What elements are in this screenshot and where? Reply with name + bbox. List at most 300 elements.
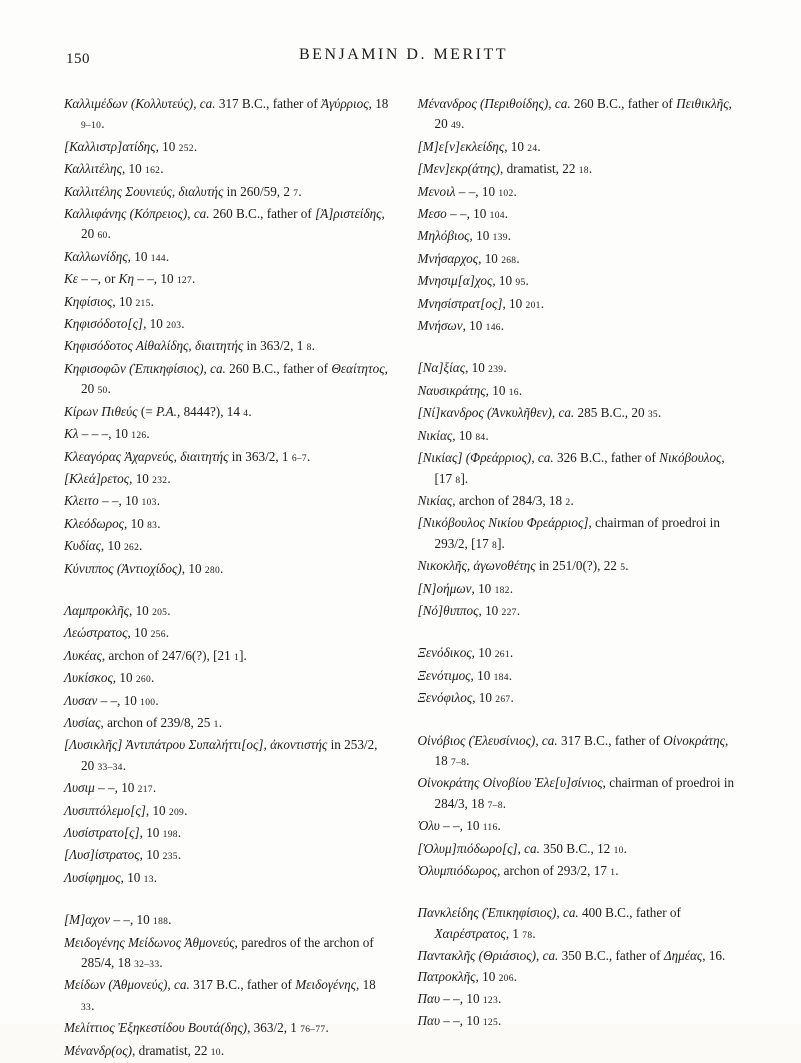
index-entry [418, 816, 744, 838]
greek-text: Κλειτο – – [64, 493, 119, 509]
text-run: 260 B.C., father of [209, 206, 316, 222]
greek-text: Θεαίτητος [331, 360, 385, 376]
greek-text: [Καλλιστρ]ατίδης [64, 138, 156, 154]
greek-text: [Νί]κανδρος (Ἀνκυλῆθεν) [417, 405, 552, 421]
greek-text: Καλλιφάνης (Κόπρειος) [64, 206, 188, 222]
index-entry [64, 137, 390, 159]
index-entry [64, 314, 390, 336]
line-reference: 146 [485, 323, 501, 334]
line-reference: 182 [494, 585, 510, 596]
greek-text: [Μ]ε[ν]εκλείδης [417, 138, 505, 154]
line-reference: 227 [501, 607, 517, 618]
line-reference: 1 [234, 652, 240, 663]
text-run: , 10 [470, 667, 494, 683]
text-run: . [508, 667, 513, 683]
line-reference: 267 [495, 695, 511, 706]
greek-text: Ἀγύρριος [321, 96, 369, 111]
text-run: , 10 [181, 560, 205, 576]
text-run: 317 B.C., father of [189, 977, 296, 993]
line-reference: 50 [97, 386, 108, 397]
greek-text: Νικόβουλος [659, 450, 722, 466]
index-entry [64, 735, 390, 778]
index-columns [64, 94, 743, 1063]
line-reference: 1 [213, 719, 219, 730]
greek-text: Λυσίας [64, 714, 101, 730]
text-run: , 10 [478, 250, 502, 266]
text-run: , 10 [492, 273, 516, 289]
line-reference: 32–33 [134, 960, 160, 971]
text-run: in 251/0(?), 22 [535, 558, 621, 574]
text-run: . [513, 968, 518, 984]
greek-text: Ναυσικράτης [417, 382, 486, 398]
index-entry [64, 601, 390, 623]
text-run: , 10 [145, 802, 169, 818]
index-entry [64, 424, 390, 446]
index-entry [64, 1041, 390, 1063]
text-run: , 10 [471, 580, 495, 596]
text-run: . [218, 714, 222, 730]
text-run: . [153, 869, 158, 885]
text-run: . [165, 248, 170, 264]
line-reference: 127 [176, 276, 193, 287]
text-run: , 8444?), 14 [176, 403, 244, 419]
greek-text: Οἰνόβιος (Ἐλευσίνιος) [417, 732, 536, 748]
line-reference: 78 [522, 930, 533, 941]
greek-text: Μειδογένης [295, 977, 356, 993]
column-left [64, 94, 390, 1063]
greek-text: Πατροκλῆς [417, 968, 476, 984]
line-reference: 125 [482, 1018, 499, 1029]
index-entry [64, 845, 390, 867]
greek-text: Κηφίσιος [64, 293, 113, 309]
line-reference: 201 [525, 300, 541, 311]
greek-text: ca. [554, 96, 571, 111]
text-run: . [461, 116, 465, 132]
greek-text: [Λυσ]ίστρατος [64, 847, 140, 863]
text-run: , [536, 948, 543, 964]
index-entry [64, 691, 390, 713]
greek-text: Λυκίσκος [64, 670, 113, 686]
greek-text: Κηφισοφῶν (Ἐπικηφίσιος) [64, 360, 204, 376]
text-run: . [588, 161, 593, 177]
greek-text: Κυδίας [64, 538, 101, 554]
greek-text: Κλεαγόρας Ἀχαρνεύς, διαιτητής [64, 448, 229, 464]
line-reference: 60 [97, 231, 108, 242]
greek-text: Λαμπροκλῆς [64, 602, 129, 618]
line-reference: 95 [515, 278, 526, 289]
line-reference: 116 [482, 823, 498, 834]
index-entry [418, 967, 744, 989]
index-entry [64, 247, 390, 269]
line-reference: 268 [501, 255, 517, 266]
text-run: , 18 [355, 977, 376, 993]
line-reference: 261 [494, 650, 510, 661]
text-run: . [504, 206, 509, 222]
index-entry [64, 823, 390, 845]
text-run: , [187, 206, 194, 222]
text-run: . [657, 405, 662, 421]
line-reference: 205 [152, 607, 168, 618]
text-run: , 10 [114, 780, 138, 796]
line-reference: 4 [243, 408, 249, 419]
text-run: . [177, 825, 182, 840]
text-run: , [535, 732, 542, 748]
line-reference: 184 [493, 672, 509, 683]
greek-text: Νικίας [417, 492, 453, 508]
line-reference: 123 [482, 996, 499, 1007]
greek-text: Χαιρέστρατος [434, 925, 506, 941]
greek-text: [Κλεά]ρετος [64, 470, 130, 486]
greek-text: ca. [541, 732, 558, 748]
text-run: 317 B.C., father of [215, 96, 322, 111]
text-run: . [325, 1020, 329, 1036]
line-reference: 83 [147, 520, 158, 531]
greek-text: Μνήσαρχος [417, 250, 479, 266]
line-reference: 203 [166, 321, 182, 332]
text-run: , dramatist, 22 [499, 161, 579, 177]
greek-text: Μειδογένης Μείδωνος Ἀθμονεύς [64, 934, 235, 950]
greek-text: [Μεν]εκρ(άτης) [417, 161, 500, 177]
index-entry [418, 204, 744, 226]
greek-text: Πανκλείδης (Ἐπικηφίσιος) [417, 905, 557, 921]
text-run: . [537, 138, 541, 154]
text-run: 326 B.C., father of [553, 450, 660, 466]
text-run: in 363/2, 1 [243, 338, 307, 354]
index-entry [64, 469, 390, 491]
greek-text: Μένανδρος (Περιθοίδης) [417, 96, 549, 111]
text-run: . [510, 690, 514, 706]
greek-text: [Να]ξίας [417, 360, 466, 376]
text-run: , 10 [155, 138, 179, 154]
index-entry [418, 403, 744, 425]
text-run: , 10 [139, 825, 163, 840]
index-entry [64, 491, 390, 513]
greek-text: Παυ – – [417, 991, 460, 1007]
text-run: , 10 [478, 602, 502, 618]
text-run: , 10 [112, 293, 136, 309]
greek-text: Κίρων Πιθεύς [64, 403, 138, 419]
text-run: , or [97, 271, 119, 287]
text-run: . [500, 318, 505, 334]
text-run: . [570, 492, 574, 508]
text-run: . [532, 925, 536, 941]
index-entry [418, 271, 744, 293]
greek-text: Καλλιτέλης [64, 161, 122, 177]
text-run: , 10 [129, 470, 153, 486]
page-header [64, 46, 743, 68]
greek-text: Μενοιλ – – [417, 183, 476, 199]
line-reference: 5 [620, 563, 626, 574]
greek-text: ca. [193, 206, 210, 222]
text-run: , 10 [124, 515, 148, 531]
text-run: , 20 [81, 360, 388, 397]
line-reference: 33 [81, 1002, 92, 1013]
text-run: . [159, 955, 163, 971]
greek-text: Πειθικλῆς [676, 96, 729, 111]
greek-text: ca. [558, 405, 575, 421]
text-run: ]. [460, 470, 469, 486]
index-entry [418, 688, 744, 710]
line-reference: 217 [137, 785, 153, 796]
text-run: . [306, 448, 311, 464]
line-reference: 256 [150, 630, 166, 641]
text-run: , 10 [462, 318, 486, 334]
text-run: . [513, 183, 517, 199]
text-run: . [502, 795, 507, 811]
line-reference: 198 [162, 830, 178, 840]
text-run: . [503, 360, 507, 376]
index-entry [64, 292, 390, 314]
index-entry [418, 294, 744, 316]
greek-text: Οἰνοκράτης [663, 732, 725, 748]
text-run: . [220, 1042, 225, 1058]
text-run: , 10 [129, 912, 154, 928]
greek-text: Κη – – [118, 271, 154, 287]
text-run: 350 B.C., father of [558, 948, 664, 964]
text-run: . [150, 293, 154, 309]
greek-text: Οἰνοκράτης Οἰνοβίου Ἐλε[υ]σίνιος [417, 775, 603, 791]
text-run: . [615, 863, 619, 878]
line-reference: 215 [135, 298, 151, 309]
line-reference: 102 [498, 188, 514, 199]
index-entry [64, 668, 390, 690]
text-run: , archon of 239/8, 25 [100, 714, 214, 730]
text-run: , [556, 905, 563, 921]
text-run: , 10 [452, 427, 476, 443]
line-reference: 235 [162, 852, 178, 863]
text-run: in 260/59, 2 [223, 183, 294, 199]
text-run: , 10 [472, 690, 496, 706]
text-run: . [466, 752, 470, 768]
text-run: , 10 [459, 818, 483, 834]
line-reference: 7–8 [450, 757, 467, 768]
index-entry [64, 402, 390, 424]
text-run: , chairman of proedroi in 284/3, 18 [434, 775, 735, 811]
index-entry [418, 94, 744, 137]
index-entry [418, 249, 744, 271]
text-run: . [498, 1013, 502, 1029]
text-run: , 10 [153, 271, 177, 287]
text-run: . [181, 316, 185, 332]
text-run: . [156, 493, 160, 509]
greek-text: Ὀλυμπιόδωρος [417, 863, 498, 878]
text-run: , 10 [459, 991, 483, 1007]
text-run: . [167, 470, 171, 486]
index-entry [418, 861, 744, 883]
index-entry [418, 731, 744, 774]
line-reference: 84 [475, 432, 486, 443]
greek-text: ca. [174, 977, 190, 993]
line-reference: 13 [143, 874, 154, 885]
line-reference: 10 [210, 1047, 221, 1058]
index-entry [418, 579, 744, 601]
greek-text: Κηφισόδοτο[ς] [64, 316, 144, 332]
text-run: , 10 [120, 869, 144, 885]
greek-text: Μηλόβιος [417, 228, 470, 244]
index-entry [418, 903, 744, 946]
text-run: , 10 [466, 206, 490, 222]
index-entry [64, 536, 390, 558]
line-reference: 139 [492, 233, 508, 244]
page-number: 150 [66, 51, 90, 67]
index-entry [418, 556, 744, 578]
index-entry [64, 975, 390, 1018]
line-reference: 232 [152, 475, 168, 486]
text-run: , 1 [505, 925, 523, 941]
text-run: , archon of 284/3, 18 [452, 492, 566, 508]
text-run: ]. [497, 535, 505, 551]
greek-text: Ξενότιμος [417, 667, 471, 683]
greek-text: Μνησιμ[α]χος [417, 273, 493, 289]
text-run: , [531, 450, 538, 466]
greek-text: Λυσίφημος [64, 869, 121, 885]
line-reference: 252 [178, 143, 194, 154]
text-run: , 10 [459, 1013, 483, 1029]
line-reference: 18 [578, 166, 589, 177]
index-entry [64, 182, 390, 204]
index-entry [418, 946, 744, 966]
greek-text: Μελίττιος Ἐξηκεστίδου Βουτά(δης) [64, 1020, 248, 1036]
text-run: 350 B.C., 12 [539, 840, 614, 856]
greek-text: Παντακλῆς (Θριάσιος) [417, 948, 537, 964]
text-run: , 20 [434, 96, 732, 132]
line-reference: 126 [131, 431, 147, 442]
index-entry [64, 94, 390, 137]
index-entry [418, 773, 744, 816]
greek-text: [Ν]οήμων [417, 580, 472, 596]
index-entry [64, 159, 390, 181]
text-run: . [497, 818, 501, 834]
text-run: , [17 [434, 450, 725, 486]
greek-text: ca. [210, 360, 226, 376]
line-reference: 76–77 [300, 1025, 326, 1036]
index-entry [418, 989, 744, 1011]
index-entry [64, 910, 390, 932]
text-run: . [298, 183, 302, 199]
line-reference: 8 [455, 475, 461, 486]
text-run: , 10 [128, 602, 153, 618]
greek-text: Λεώστρατος [64, 625, 128, 641]
text-run: . [509, 645, 514, 661]
text-run: , 10 [139, 847, 163, 863]
greek-text: Λυσιπτόλεμο[ς] [64, 802, 146, 818]
index-entry [64, 336, 390, 358]
text-run: , [193, 96, 200, 111]
line-reference: 6–7 [291, 453, 307, 464]
line-reference: 206 [498, 973, 514, 984]
index-entry [418, 182, 744, 204]
text-run: , 10 [127, 625, 151, 641]
text-run: , 10 [100, 538, 124, 554]
index-entry [64, 204, 390, 247]
text-run: . [167, 602, 171, 618]
index-entry [64, 868, 390, 890]
line-reference: 16 [508, 387, 519, 398]
text-run: , dramatist, 22 [132, 1042, 211, 1058]
greek-text: Νικίας [417, 427, 453, 443]
text-run: , paredros of the archon of 285/4, 18 [81, 934, 374, 971]
text-run: , [548, 96, 555, 111]
index-entry [418, 513, 744, 556]
greek-text: Καλλωνίδης [64, 248, 128, 264]
greek-text: ca. [524, 840, 540, 856]
index-entry [64, 801, 390, 823]
line-reference: 49 [450, 121, 462, 132]
greek-text: Λυκέας [64, 647, 102, 663]
text-run: , 10 [469, 228, 493, 244]
index-entry [64, 713, 390, 735]
greek-text: Κλεόδωρος [64, 515, 125, 531]
text-run: ]. [239, 647, 247, 663]
index-entry [64, 559, 390, 581]
text-run: . [193, 138, 198, 154]
line-reference: 144 [150, 253, 166, 264]
greek-text: Λυσίστρατο[ς] [64, 825, 140, 840]
line-reference: 100 [140, 697, 156, 708]
greek-text: Μείδων (Ἀθμονεύς) [64, 977, 168, 993]
greek-text: Ξενόδικος [417, 645, 472, 661]
text-run: . [518, 382, 523, 398]
line-reference: 7–8 [487, 800, 503, 811]
text-run: , 10 [117, 692, 141, 708]
index-entry [418, 137, 744, 159]
greek-text: Μεσο – – [417, 206, 467, 222]
greek-text: [Ἀ]ριστείδης [315, 206, 382, 222]
greek-text: ca. [537, 450, 554, 466]
text-run: . [101, 116, 105, 132]
line-reference: 162 [145, 166, 161, 177]
text-run: , 10 [143, 316, 167, 332]
index-entry [64, 269, 390, 291]
text-run: , 10 [465, 360, 489, 376]
greek-text: Λυσαν – – [64, 692, 118, 708]
text-run: in 253/2, 20 [81, 737, 378, 773]
text-run: . [91, 997, 95, 1013]
index-entry [418, 426, 744, 448]
line-reference: 7 [293, 188, 299, 199]
index-entry [418, 381, 744, 403]
greek-text: Παυ – – [417, 1013, 460, 1029]
greek-text: ca. [562, 905, 579, 921]
text-run: . [192, 271, 196, 287]
text-run: . [184, 802, 188, 818]
greek-text: Καλλιμέδων (Κολλυτεύς) [64, 96, 194, 111]
greek-text: Κλ – – – [64, 426, 109, 442]
text-run: . [107, 226, 111, 242]
text-run: , [551, 405, 559, 421]
text-run: . [516, 250, 520, 266]
line-reference: 103 [141, 498, 157, 509]
line-reference: 239 [488, 365, 504, 376]
index-entry [418, 226, 744, 248]
text-run: 400 B.C., father of [578, 905, 681, 921]
line-reference: 24 [527, 143, 538, 154]
index-entry [64, 447, 390, 469]
greek-text: Νικοκλῆς, ἀγωνοθέτης [417, 558, 536, 574]
greek-text: Κύνιππος (Ἀντιοχίδος) [64, 560, 182, 576]
greek-text: [Ὀλυμ]πιόδωρο[ς] [417, 840, 518, 856]
index-entry [64, 623, 390, 645]
text-run: , 363/2, 1 [247, 1020, 301, 1036]
line-reference: 33–34 [97, 762, 123, 773]
text-run: . [107, 381, 111, 397]
index-entry [418, 666, 744, 688]
line-reference: 209 [168, 807, 185, 818]
text-run: , 10 [471, 645, 495, 661]
index-entry [64, 1018, 390, 1040]
text-run: (= [137, 403, 156, 419]
index-entry [64, 514, 390, 536]
